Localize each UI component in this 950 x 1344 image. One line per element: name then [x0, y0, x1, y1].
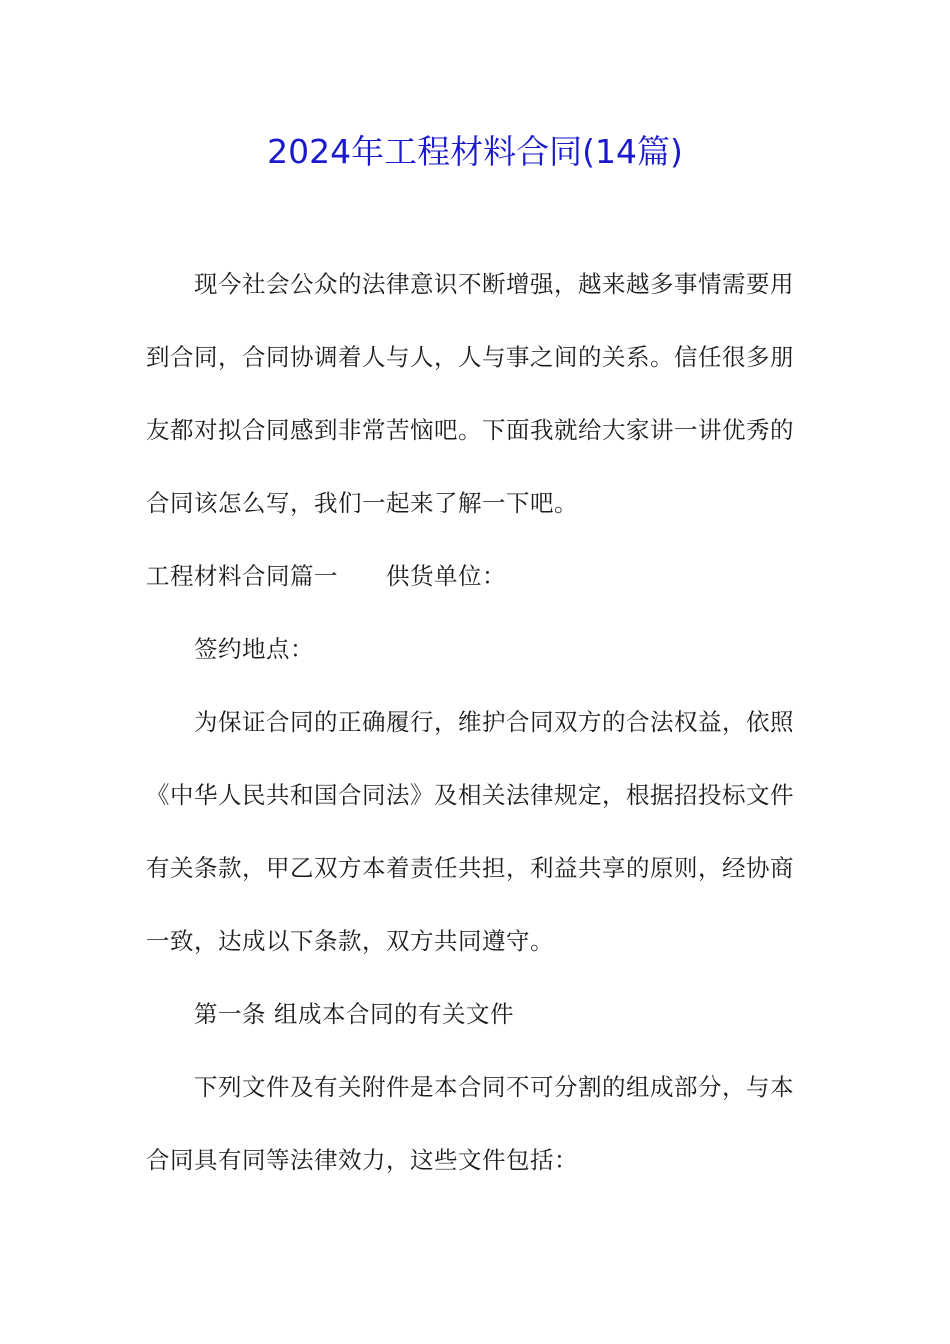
- document-body: [146, 248, 806, 1197]
- supplier-label: 供货单位：: [386, 562, 506, 590]
- article-one-line-2: 合同具有同等法律效力，这些文件包括：: [146, 1146, 578, 1174]
- preamble-line-1: 为保证合同的正确履行，维护合同双方的合法权益，依照: [194, 708, 794, 736]
- intro-line-2: 到合同，合同协调着人与人，人与事之间的关系。信任很多朋: [146, 343, 794, 371]
- preamble-line-4: 一致，达成以下条款，双方共同遵守。: [146, 927, 554, 955]
- preamble-line-3: 有关条款，甲乙双方本着责任共担，利益共享的原则，经协商: [146, 854, 794, 882]
- intro-line-4: 合同该怎么写，我们一起来了解一下吧。: [146, 489, 578, 517]
- section-heading-line: [146, 540, 806, 613]
- intro-paragraph: [146, 248, 806, 540]
- preamble-paragraph: [146, 686, 806, 978]
- article-one-paragraph: [146, 1051, 806, 1197]
- article-one-line-1: 下列文件及有关附件是本合同不可分割的组成部分，与本: [194, 1073, 794, 1101]
- document-title: 2024年工程材料合同(14篇): [267, 132, 683, 171]
- article-one-heading: 第一条 组成本合同的有关文件: [194, 1000, 514, 1028]
- article-one-heading-paragraph: [146, 978, 806, 1051]
- signing-place-paragraph: [146, 613, 806, 686]
- section-heading: 工程材料合同篇一: [146, 562, 338, 590]
- intro-line-3: 友都对拟合同感到非常苦恼吧。下面我就给大家讲一讲优秀的: [146, 416, 794, 444]
- intro-line-1: 现今社会公众的法律意识不断增强，越来越多事情需要用: [194, 270, 794, 298]
- section-heading-row: [146, 540, 806, 613]
- preamble-line-2: 《中华人民共和国合同法》及相关法律规定，根据招投标文件: [146, 781, 794, 809]
- signing-place-label: 签约地点：: [194, 635, 314, 663]
